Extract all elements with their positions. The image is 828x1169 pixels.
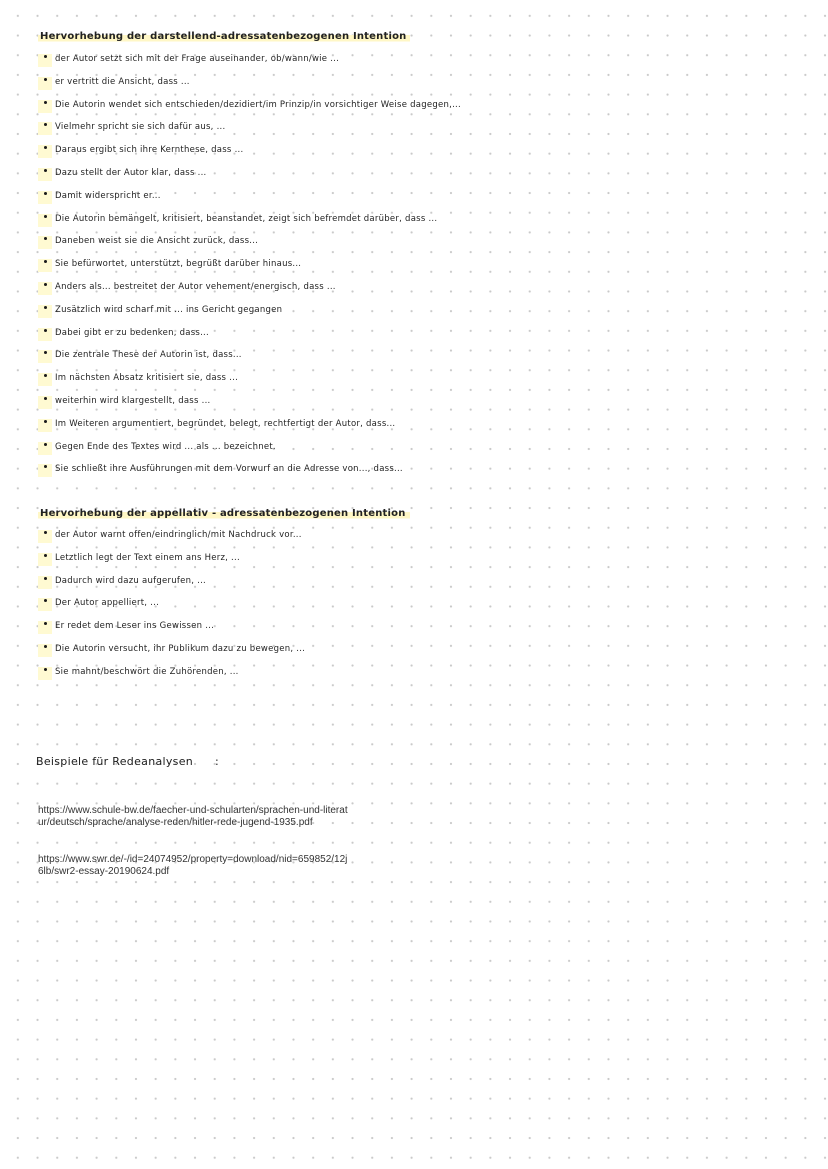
bullet-dot-icon: [44, 397, 47, 400]
bullet-dot-icon: [44, 78, 47, 81]
bullet-dot-icon: [44, 374, 47, 377]
list-item: [44, 396, 210, 406]
list-item-text: Der Autor appelliert, ...: [55, 598, 160, 609]
list-item: [44, 328, 209, 338]
list-item-text: Daneben weist sie die Ansicht zurück, dass...: [55, 236, 259, 247]
bullet-dot-icon: [44, 329, 47, 332]
list-item: [44, 259, 301, 269]
list-item-text: Die Autorin versucht, ihr Publikum dazu zu bewegen, ...: [55, 644, 306, 654]
bullet-dot-icon: [44, 465, 47, 468]
list-item-text: Zusätzlich wird scharf mit ... ins Gericht gegangen: [55, 304, 283, 315]
bullet-dot-icon: [44, 622, 47, 625]
examples-title-colon: :: [215, 755, 220, 768]
list-item: [44, 621, 214, 631]
list-item-text: er vertritt die Ansicht, dass ...: [55, 76, 190, 87]
list-item-text: der Autor warnt offen/eindringlich/mit Nachdruck vor...: [55, 530, 302, 540]
list-item: [44, 464, 403, 474]
bullet-dot-icon: [44, 577, 47, 580]
bullet-dot-icon: [44, 215, 47, 218]
list-item-text: Dazu stellt der Autor klar, dass ...: [55, 168, 207, 178]
list-item: [44, 350, 242, 360]
bullet-dot-icon: [44, 554, 47, 557]
list-item: [44, 373, 238, 383]
list-item-text: Letztlich legt der Text einem ans Herz, ...: [55, 552, 240, 563]
bullet-dot-icon: [44, 599, 47, 602]
bullet-dot-icon: [44, 420, 47, 423]
bullet-dot-icon: [44, 668, 47, 671]
list-item: [44, 553, 240, 563]
bullet-dot-icon: [44, 443, 47, 446]
bullet-dot-icon: [44, 645, 47, 648]
section1-heading: Hervorhebung der darstellend-adressatenbezogenen Intention: [38, 31, 410, 42]
list-item: [44, 122, 225, 132]
list-item-text: Sie schließt ihre Ausführungen mit dem Vorwurf an die Adresse von..., dass...: [55, 464, 403, 475]
list-item: [44, 214, 437, 224]
list-item-text: weiterhin wird klargestellt, dass ...: [55, 396, 211, 406]
list-item-text: Gegen Ende des Textes wird ... als ... bezeichnet.: [55, 441, 276, 452]
bullet-dot-icon: [44, 55, 47, 58]
example-link-1[interactable]: https://www.schule-bw.de/faecher-und-schularten/sprachen-und-literatur/deutsch/sprache/analyse-reden/hitler-rede-jugend-1935.pdf: [38, 805, 348, 828]
list-item: [44, 168, 206, 178]
list-item-text: Sie befürwortet, unterstützt, begrüßt darüber hinaus...: [55, 259, 302, 270]
bullet-dot-icon: [44, 237, 47, 240]
list-item: [44, 419, 395, 429]
bullet-dot-icon: [44, 192, 47, 195]
bullet-dot-icon: [44, 169, 47, 172]
bullet-dot-icon: [44, 146, 47, 149]
example-link-2[interactable]: https://www.swr.de/-/id=24074952/property=download/nid=659852/12j6lb/swr2-essay-20190624.pdf: [38, 854, 348, 877]
list-item-text: Die zentrale These der Autorin ist, dass...: [55, 350, 242, 361]
list-item-text: der Autor setzt sich mit der Frage auseinander, ob/wann/wie ...: [55, 54, 340, 64]
list-item: [44, 191, 161, 201]
list-item-text: Sie mahnt/beschwört die Zuhörenden, ...: [55, 666, 239, 677]
list-item: [44, 100, 461, 110]
list-item-text: Anders als... bestreitet der Autor vehement/energisch, dass ...: [55, 282, 336, 292]
list-item-text: Daraus ergibt sich ihre Kernthese, dass ...: [55, 145, 244, 156]
bullet-dot-icon: [44, 351, 47, 354]
list-item-text: Dadurch wird dazu aufgerufen, ...: [55, 575, 206, 586]
list-item: [44, 236, 258, 246]
list-item: [44, 576, 206, 586]
bullet-dot-icon: [44, 306, 47, 309]
list-item-text: Vielmehr spricht sie sich dafür aus, ...: [55, 122, 226, 133]
list-item-text: Damit widerspricht er...: [55, 190, 161, 201]
list-item-text: Dabei gibt er zu bedenken, dass...: [55, 327, 209, 338]
list-item: [44, 442, 276, 452]
list-item: [44, 644, 305, 654]
list-item: [44, 54, 339, 64]
bullet-dot-icon: [44, 123, 47, 126]
bullet-dot-icon: [44, 260, 47, 263]
list-item-text: Die Autorin bemängelt, kritisiert, beanstandet, zeigt sich befremdet darüber, dass ...: [55, 213, 438, 224]
bullet-dot-icon: [44, 283, 47, 286]
list-item-text: Im nächsten Absatz kritisiert sie, dass ...: [55, 373, 239, 384]
list-item: [44, 598, 159, 608]
bullet-dot-icon: [44, 531, 47, 534]
list-item: [44, 305, 282, 315]
section2-heading: Hervorhebung der appellativ - adressatenbezogenen Intention: [38, 508, 410, 519]
examples-title: [36, 755, 219, 768]
examples-title-text: Beispiele für Redeanalysen: [36, 755, 194, 768]
list-item: [44, 530, 302, 540]
bullet-dot-icon: [44, 101, 47, 104]
list-item: [44, 667, 239, 677]
list-item-text: Die Autorin wendet sich entschieden/dezidiert/im Prinzip/in vorsichtiger Weise dagegen,...: [55, 99, 461, 110]
list-item: [44, 282, 336, 292]
list-item: [44, 145, 243, 155]
list-item: [44, 77, 190, 87]
list-item-text: Er redet dem Leser ins Gewissen ...: [55, 621, 215, 632]
list-item-text: Im Weiteren argumentiert, begründet, belegt, rechtfertigt der Autor, dass...: [55, 418, 396, 429]
